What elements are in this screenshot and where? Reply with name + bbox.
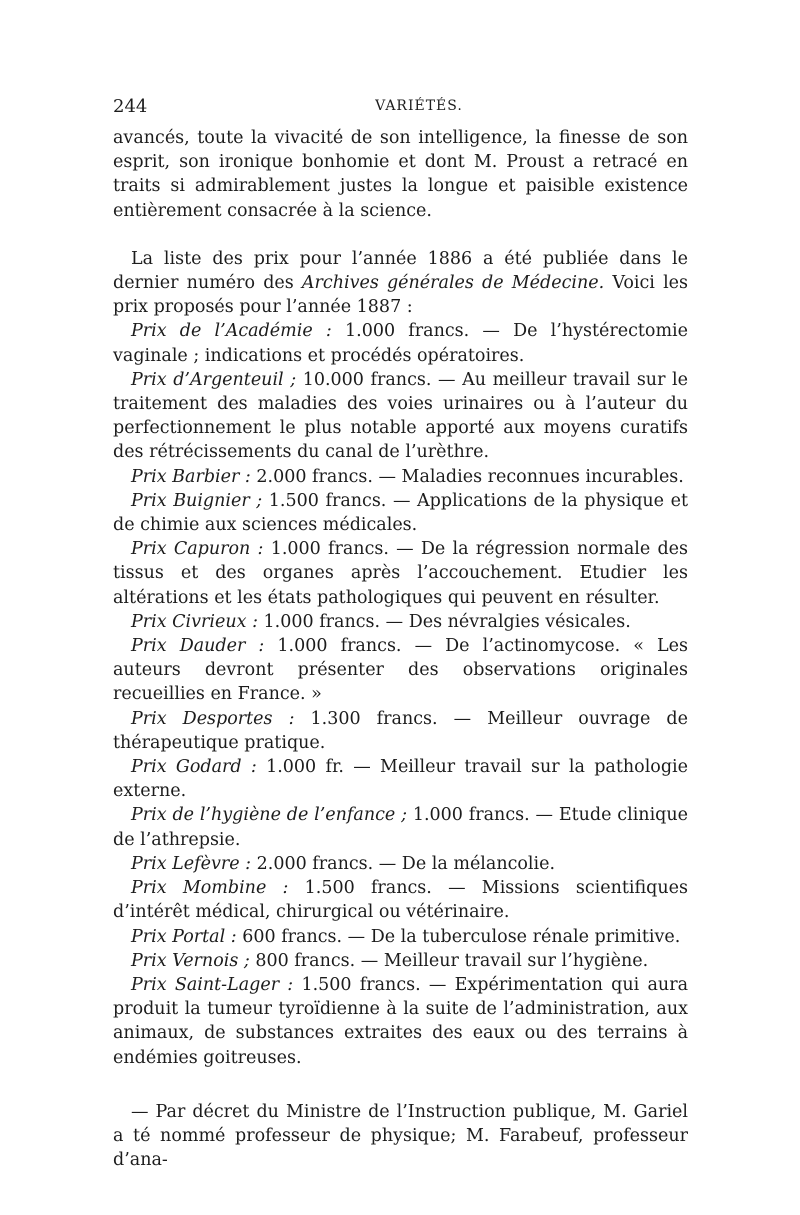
prize-name: Prix Lefèvre : bbox=[131, 853, 252, 874]
running-title: VARIÉTÉS. bbox=[375, 98, 463, 114]
prize-name: Prix Mombine : bbox=[131, 878, 289, 899]
prize-entry bbox=[113, 368, 688, 465]
prize-description: 1.500 francs. — Expérimentation qui aura produit la tumeur tyroïdienne à la suite de l’administration, aux animaux, de substances extraites des eaux ou des terrains à endémies goitreuses. bbox=[113, 974, 688, 1068]
prize-name: Prix Civrieux : bbox=[131, 611, 258, 632]
prize-description: 1.000 francs. — Etude clinique de l’athrepsie. bbox=[113, 805, 688, 850]
prize-name: Prix Desportes : bbox=[131, 708, 295, 729]
prize-name: Prix de l’Académie : bbox=[131, 321, 332, 342]
prize-entry bbox=[113, 489, 688, 537]
decree-paragraph: — Par décret du Ministre de l’Instruction publique, M. Gariel a té nommé professeur de physique; M. Farabeuf, professeur d’ana- bbox=[113, 1101, 688, 1171]
prize-description: 1.500 francs. — Applications de la physique et de chimie aux sciences médicales. bbox=[113, 490, 689, 536]
journal-title: Archives générales de Médecine. bbox=[301, 273, 605, 294]
prize-name: Prix Dauder : bbox=[131, 636, 265, 657]
prize-description: 800 francs. — Meilleur travail sur l’hygiène. bbox=[249, 950, 649, 971]
prize-entry bbox=[113, 634, 688, 707]
prize-name: Prix Capuron : bbox=[131, 539, 264, 560]
prize-name: Prix Godard : bbox=[131, 757, 257, 778]
prize-description: 1.000 francs. — De l’actinomycose. « Les auteurs devront présenter des observations originales recueillies en France. » bbox=[113, 636, 688, 705]
prize-name: Prix Buignier ; bbox=[131, 490, 263, 511]
announcement-text-after: Voici les prix proposés pour l’année 1887 : bbox=[113, 273, 688, 318]
prize-entry bbox=[113, 973, 688, 1070]
prize-entry bbox=[113, 803, 688, 851]
prize-entry bbox=[113, 949, 688, 973]
prize-description: 2.000 francs. — De la mélancolie. bbox=[251, 853, 556, 874]
prize-name: Prix de l’hygiène de l’enfance ; bbox=[131, 805, 408, 826]
prize-entry bbox=[113, 852, 688, 876]
prize-description: 1.000 fr. — Meilleur travail sur la pathologie externe. bbox=[113, 757, 688, 802]
body-text bbox=[113, 126, 688, 1172]
prize-name: Prix Barbier : bbox=[131, 466, 251, 487]
intro-paragraph: avancés, toute la vivacité de son intelligence, la finesse de son esprit, son ironique bonhomie et dont M. Proust a retracé en traits si admirablement justes la longue et paisible existence entièrement consacrée à la science. bbox=[113, 128, 688, 221]
prize-description: 2.000 francs. — Maladies reconnues incurables. bbox=[250, 466, 684, 487]
prize-entry bbox=[113, 537, 688, 610]
prize-description: 10.000 francs. — Au meilleur travail sur le traitement des maladies des voies urinaires ou à l’auteur du perfectionnement le plus notable apporté aux moyens curatifs des rétrécissements du canal de l’urèthre. bbox=[113, 369, 688, 463]
prize-name: Prix Portal : bbox=[131, 926, 237, 947]
prize-entry bbox=[113, 319, 688, 367]
prize-description: 600 francs. — De la tuberculose rénale primitive. bbox=[236, 926, 681, 947]
prize-entry bbox=[113, 925, 688, 949]
prize-entry bbox=[113, 755, 688, 803]
prize-name: Prix d’Argenteuil ; bbox=[131, 369, 297, 390]
prize-description: 1.000 francs. — De la régression normale des tissus et des organes après l’accouchement. Etudier les altérations et les états pathologiques qui peuvent en résulter. bbox=[113, 539, 688, 608]
prize-description: 1.300 francs. — Meilleur ouvrage de thérapeutique pratique. bbox=[113, 708, 688, 753]
prize-entry bbox=[113, 465, 688, 489]
announcement-text-before: La liste des prix pour l’année 1886 a été publiée dans le dernier numéro des bbox=[113, 248, 688, 294]
prize-description: 1.500 francs. — Missions scientifiques d’intérêt médical, chirurgical ou vétérinaire. bbox=[113, 878, 688, 923]
prize-entry bbox=[113, 707, 688, 755]
prize-entry bbox=[113, 876, 688, 924]
prize-announcement-paragraph bbox=[113, 247, 688, 320]
prize-entry bbox=[113, 610, 688, 634]
prize-name: Prix Vernois ; bbox=[131, 950, 250, 971]
prize-description: 1.000 francs. — Des névralgies vésicales. bbox=[257, 611, 631, 632]
page-number: 244 bbox=[113, 96, 148, 117]
prize-description: 1.000 francs. — De l’hystérectomie vaginale ; indications et procédés opératoires. bbox=[113, 321, 688, 366]
prize-name: Prix Saint-Lager : bbox=[131, 974, 294, 995]
page-header bbox=[113, 96, 685, 120]
